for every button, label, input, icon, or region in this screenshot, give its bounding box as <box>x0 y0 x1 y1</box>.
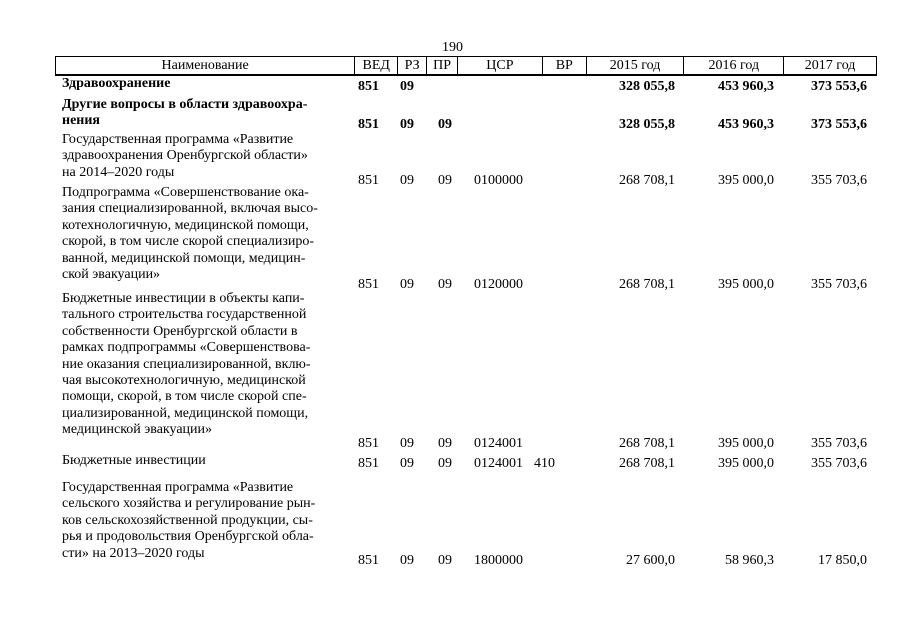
cell-csr: 0124001 <box>474 456 523 471</box>
cell-rz: 09 <box>400 553 414 568</box>
cell-y2015: 27 600,0 <box>626 553 675 568</box>
cell-rz: 09 <box>400 456 414 471</box>
row-name-line: собственности Оренбургской области в <box>62 323 298 339</box>
cell-pr: 09 <box>438 173 452 188</box>
cell-ved: 851 <box>358 456 379 471</box>
row-name-line: помощи, скорой, в том числе скорой спе- <box>62 389 307 405</box>
cell-vr: 410 <box>534 456 555 471</box>
row-name-line: котехнологичную, медицинской помощи, <box>62 217 309 233</box>
cell-rz: 09 <box>400 79 414 94</box>
row-name-line: Бюджетные инвестиции <box>62 453 206 468</box>
row-name <box>62 76 352 92</box>
cell-y2015: 268 708,1 <box>619 456 675 471</box>
row-name-line: сти» на 2013–2020 годы <box>62 545 205 561</box>
cell-pr: 09 <box>438 456 452 471</box>
header-ved: ВЕД <box>355 57 398 74</box>
row-name-line: ние оказания специализированной, вклю- <box>62 356 311 372</box>
cell-csr: 0124001 <box>474 436 523 451</box>
row-name-line: Бюджетные инвестиции в объекты капи- <box>62 291 305 306</box>
cell-y2017: 373 553,6 <box>811 117 867 132</box>
cell-csr: 0120000 <box>474 277 523 292</box>
cell-ved: 851 <box>358 79 379 94</box>
cell-y2016: 395 000,0 <box>718 173 774 188</box>
row-name-line: циализированной, медицинской помощи, <box>62 405 309 421</box>
row-name-line: рамках подпрограммы «Совершенствова- <box>62 340 311 356</box>
cell-ved: 851 <box>358 553 379 568</box>
cell-ved: 851 <box>358 173 379 188</box>
cell-pr: 09 <box>438 553 452 568</box>
cell-ved: 851 <box>358 117 379 132</box>
cell-y2016: 395 000,0 <box>718 436 774 451</box>
cell-pr: 09 <box>438 117 452 132</box>
header-pr: ПР <box>427 57 458 74</box>
row-name-line: Государственная программа «Развитие <box>62 132 294 147</box>
cell-rz: 09 <box>400 173 414 188</box>
row-name <box>62 291 352 439</box>
row-name <box>62 132 352 181</box>
row-name-line: чая высокотехнологичную, медицинской <box>62 373 306 389</box>
row-name-line: нения <box>62 113 100 129</box>
row-name-line: медицинской эвакуации» <box>62 422 213 438</box>
header-name: Наименование <box>56 57 355 74</box>
cell-y2016: 453 960,3 <box>718 117 774 132</box>
cell-y2016: 58 960,3 <box>725 553 774 568</box>
cell-pr: 09 <box>438 436 452 451</box>
row-name-line: зания специализированной, включая высо- <box>62 201 318 217</box>
row-name-line: на 2014–2020 годы <box>62 164 175 180</box>
header-2017: 2017 год <box>804 58 856 73</box>
header-2015: 2015 год <box>587 57 685 74</box>
row-name-line: Государственная программа «Развитие <box>62 480 294 495</box>
row-name-line: Здравоохранение <box>62 76 171 91</box>
cell-y2015: 268 708,1 <box>619 173 675 188</box>
row-name-line: тального строительства государственной <box>62 307 307 323</box>
row-name-line: ков сельскохозяйственной продукции, сы- <box>62 512 313 528</box>
cell-y2017: 355 703,6 <box>811 173 867 188</box>
cell-ved: 851 <box>358 436 379 451</box>
row-name <box>62 185 352 283</box>
row-name <box>62 97 352 130</box>
page-number: 190 <box>442 40 463 55</box>
row-name <box>62 480 352 562</box>
cell-y2017: 355 703,6 <box>811 456 867 471</box>
row-name-line: Другие вопросы в области здравоохра- <box>62 97 308 112</box>
cell-y2017: 355 703,6 <box>811 436 867 451</box>
cell-rz: 09 <box>400 436 414 451</box>
cell-rz: 09 <box>400 117 414 132</box>
cell-y2015: 268 708,1 <box>619 277 675 292</box>
cell-pr: 09 <box>438 277 452 292</box>
cell-y2015: 328 055,8 <box>619 117 675 132</box>
row-name-line: скорой, в том числе скорой специализиро- <box>62 234 315 250</box>
header-csr: ЦСР <box>458 57 543 74</box>
header-vr: ВР <box>543 57 587 74</box>
cell-y2017: 17 850,0 <box>818 553 867 568</box>
cell-y2015: 328 055,8 <box>619 79 675 94</box>
row-name-line: ской эвакуации» <box>62 267 161 283</box>
cell-y2017: 355 703,6 <box>811 277 867 292</box>
row-name-line: здравоохранения Оренбургской области» <box>62 148 308 164</box>
header-2016: 2016 год <box>684 57 784 74</box>
cell-y2016: 395 000,0 <box>718 456 774 471</box>
cell-y2017: 373 553,6 <box>811 79 867 94</box>
cell-csr: 1800000 <box>474 553 523 568</box>
row-name-line: сельского хозяйства и регулирование рын- <box>62 496 316 512</box>
row-name <box>62 453 352 469</box>
row-name-line: ванной, медицинской помощи, медицин- <box>62 250 306 266</box>
row-name-line: Подпрограмма «Совершенствование ока- <box>62 185 309 200</box>
header-rz: РЗ <box>398 57 427 74</box>
cell-rz: 09 <box>400 277 414 292</box>
cell-y2016: 453 960,3 <box>718 79 774 94</box>
row-name-line: рья и продовольствия Оренбургской обла- <box>62 529 314 545</box>
cell-y2015: 268 708,1 <box>619 436 675 451</box>
cell-csr: 0100000 <box>474 173 523 188</box>
cell-ved: 851 <box>358 277 379 292</box>
cell-y2016: 395 000,0 <box>718 277 774 292</box>
